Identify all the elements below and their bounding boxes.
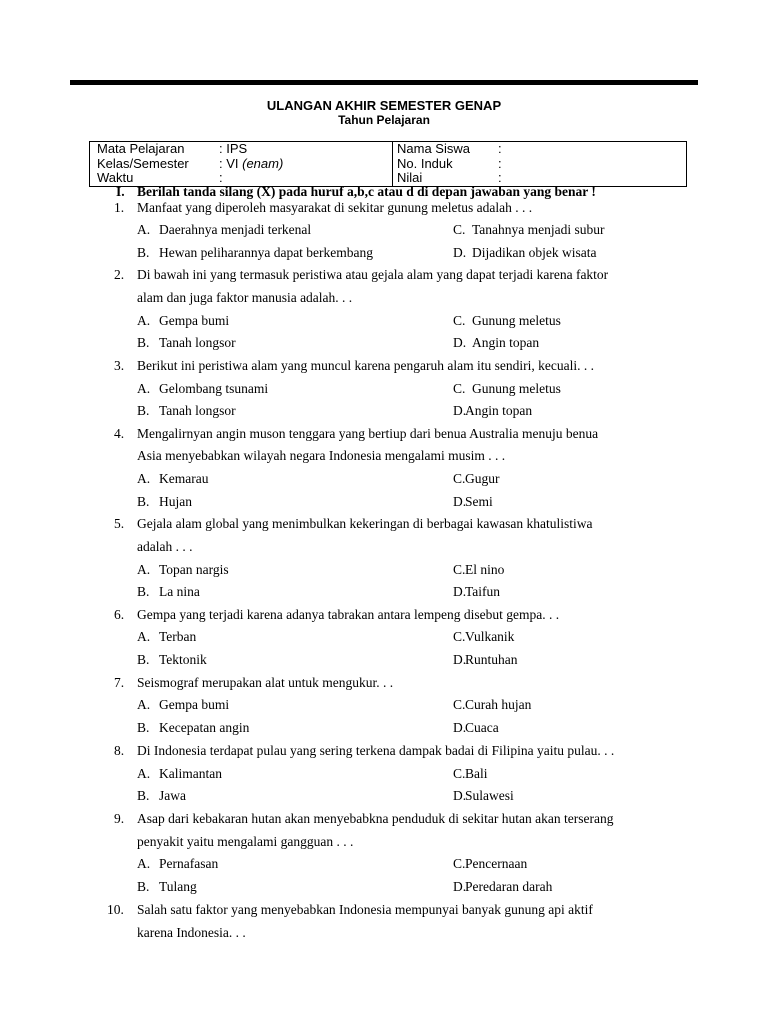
option-text: Angin topan [465, 403, 533, 418]
option-text: Gempa bumi [159, 697, 230, 712]
student-id-value: : [498, 155, 502, 171]
option-text: Vulkanik [465, 629, 515, 644]
option-letter: C. [453, 471, 466, 486]
option-letter: C. [453, 562, 466, 577]
question-text: karena Indonesia. . . [137, 925, 246, 940]
option-text: Semi [465, 494, 493, 509]
option-text: Gunung meletus [472, 381, 561, 396]
question-text: Gejala alam global yang menimbulkan kekeringan di berbagai kawasan khatulistiwa [137, 516, 593, 531]
subject-label: Mata Pelajaran [97, 141, 185, 156]
info-divider [392, 142, 393, 186]
option-text: Hujan [159, 494, 192, 509]
option-letter: C. [453, 313, 466, 328]
option-letter: B. [137, 652, 150, 667]
question-text: Berikut ini peristiwa alam yang muncul karena pengaruh alam itu sendiri, kecuali. . . [137, 358, 594, 373]
question-number: 5. [114, 516, 125, 531]
option-letter: C. [453, 766, 466, 781]
option-text: El nino [465, 562, 505, 577]
option-letter: D. [453, 879, 467, 894]
option-text: Daerahnya menjadi terkenal [159, 222, 312, 237]
option-letter: D. [453, 245, 467, 260]
option-letter: A. [137, 471, 151, 486]
student-info-box [89, 141, 687, 187]
option-letter: A. [137, 313, 151, 328]
option-text: Gugur [465, 471, 500, 486]
section-number: I. [116, 184, 125, 199]
option-text: Runtuhan [465, 652, 518, 667]
question-number: 4. [114, 426, 125, 441]
option-letter: B. [137, 788, 150, 803]
option-letter: C. [453, 222, 466, 237]
option-text: Taifun [465, 584, 501, 599]
question-text: Manfaat yang diperoleh masyarakat di sekitar gunung meletus adalah . . . [137, 200, 533, 215]
subject-value: : IPS [219, 141, 248, 156]
option-letter: B. [137, 879, 150, 894]
option-text: Jawa [159, 788, 186, 803]
option-text: Curah hujan [465, 697, 532, 712]
score-value: : [498, 170, 502, 185]
question-text: Gempa yang terjadi karena adanya tabrakan antara lempeng disebut gempa. . . [137, 607, 560, 622]
class-value-text: : VI [219, 155, 243, 171]
class-value-note: (enam) [242, 155, 284, 171]
option-letter: B. [137, 245, 150, 260]
option-text: Hewan peliharannya dapat berkembang [159, 245, 374, 260]
option-letter: D. [453, 652, 467, 667]
question-text: Asap dari kebakaran hutan akan menyebabkna penduduk di sekitar hutan akan terserang [137, 811, 614, 826]
option-letter: A. [137, 856, 151, 871]
option-text: Gunung meletus [472, 313, 561, 328]
question-number: 7. [114, 675, 125, 690]
option-text: Tulang [159, 879, 197, 894]
option-text: Peredaran darah [465, 879, 553, 894]
option-text: Tektonik [159, 652, 207, 667]
option-text: Angin topan [472, 335, 540, 350]
section-instruction: Berilah tanda silang (X) pada huruf a,b,c atau d di depan jawaban yang benar ! [137, 184, 596, 199]
question-text: Salah satu faktor yang menyebabkan Indonesia mempunyai banyak gunung api aktif [137, 902, 593, 917]
option-letter: D. [453, 584, 467, 599]
option-letter: B. [137, 720, 150, 735]
question-number: 9. [114, 811, 125, 826]
question-number: 3. [114, 358, 125, 373]
option-letter: A. [137, 562, 151, 577]
exam-subtitle: Tahun Pelajaran [338, 113, 430, 127]
option-text: Pencernaan [465, 856, 528, 871]
option-letter: C. [453, 381, 466, 396]
option-letter: A. [137, 381, 151, 396]
option-text: Tanahnya menjadi subur [472, 222, 605, 237]
option-letter: A. [137, 629, 151, 644]
option-letter: D. [453, 403, 467, 418]
option-text: Gempa bumi [159, 313, 230, 328]
option-letter: D. [453, 335, 467, 350]
question-number: 2. [114, 267, 125, 282]
exam-title: ULANGAN AKHIR SEMESTER GENAP [266, 98, 502, 113]
question-text: adalah . . . [137, 539, 193, 554]
option-letter: C. [453, 629, 466, 644]
time-label: Waktu [97, 170, 134, 185]
option-letter: C. [453, 697, 466, 712]
option-text: Kalimantan [159, 766, 222, 781]
option-text: Kecepatan angin [159, 720, 250, 735]
question-text: penyakit yaitu mengalami gangguan . . . [137, 834, 354, 849]
option-letter: B. [137, 584, 150, 599]
option-text: Terban [159, 629, 197, 644]
option-letter: B. [137, 403, 150, 418]
question-number: 6. [114, 607, 125, 622]
option-letter: D. [453, 788, 467, 803]
top-rule [70, 80, 698, 85]
question-text: Di Indonesia terdapat pulau yang sering terkena dampak badai di Filipina yaitu pulau. . . [137, 743, 615, 758]
question-text: Seismograf merupakan alat untuk mengukur. . . [137, 675, 394, 690]
question-text: Asia menyebabkan wilayah negara Indonesia mengalami musim . . . [137, 448, 506, 463]
option-letter: A. [137, 222, 151, 237]
option-text: Tanah longsor [159, 335, 236, 350]
option-letter: B. [137, 335, 150, 350]
option-letter: B. [137, 494, 150, 509]
option-text: Tanah longsor [159, 403, 236, 418]
option-text: Sulawesi [465, 788, 514, 803]
option-text: La nina [159, 584, 200, 599]
time-value: : [219, 170, 223, 185]
student-name-value: : [498, 141, 502, 156]
option-letter: C. [453, 856, 466, 871]
option-text: Dijadikan objek wisata [472, 245, 597, 260]
option-text: Pernafasan [159, 856, 219, 871]
student-name-label: Nama Siswa [397, 141, 470, 156]
option-text: Kemarau [159, 471, 209, 486]
question-number: 1. [114, 200, 125, 215]
class-value [219, 157, 283, 172]
question-number: 10. [107, 902, 124, 917]
option-text: Gelombang tsunami [159, 381, 269, 396]
question-text: alam dan juga faktor manusia adalah. . . [137, 290, 353, 305]
question-text: Mengalirnyan angin muson tenggara yang bertiup dari benua Australia menuju benua [137, 426, 599, 441]
option-letter: D. [453, 494, 467, 509]
option-letter: A. [137, 697, 151, 712]
option-text: Bali [465, 766, 488, 781]
option-letter: A. [137, 766, 151, 781]
option-text: Cuaca [465, 720, 499, 735]
student-id-label: No. Induk [397, 155, 453, 171]
question-text: Di bawah ini yang termasuk peristiwa atau gejala alam yang dapat terjadi karena faktor [137, 267, 609, 282]
question-number: 8. [114, 743, 125, 758]
score-label: Nilai [397, 170, 423, 185]
class-label: Kelas/Semester [97, 155, 189, 171]
option-text: Topan nargis [159, 562, 229, 577]
option-letter: D. [453, 720, 467, 735]
